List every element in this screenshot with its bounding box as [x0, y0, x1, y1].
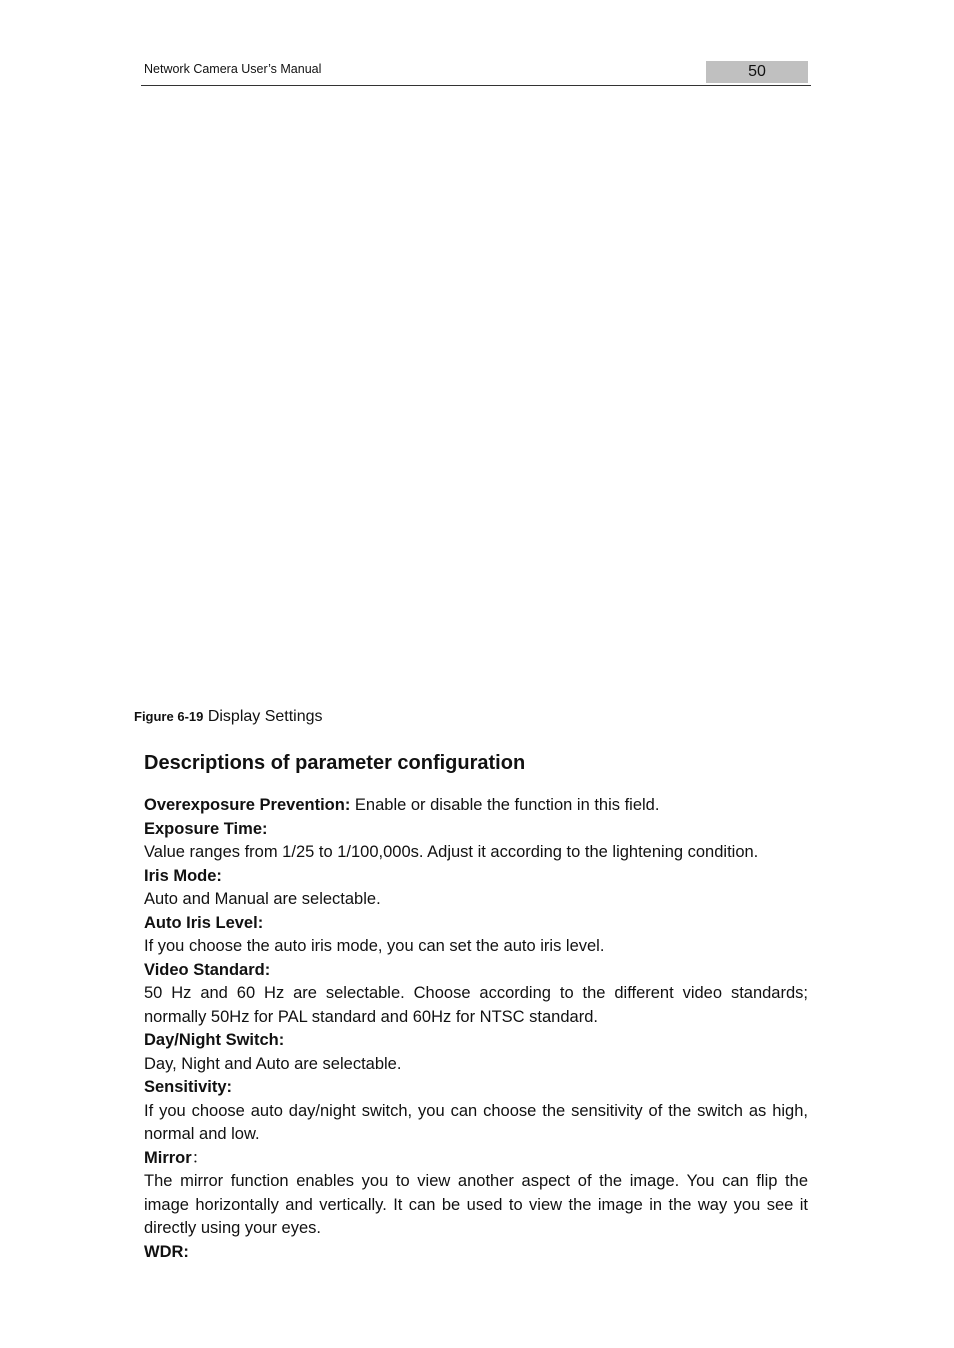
param-description: The mirror function enables you to view another aspect of the image. You can flip the image horizontally and vertically. It can be used to view the image in the way you see it directly using your eyes. — [144, 1172, 808, 1237]
figure-caption — [134, 708, 323, 726]
param-term: WDR: — [144, 1242, 189, 1261]
param-description: 50 Hz and 60 Hz are selectable. Choose according to the different video standards; normally 50Hz for PAL standard and 60Hz for NTSC standard. — [144, 984, 808, 1026]
parameter-descriptions — [144, 794, 808, 1264]
param-description: Day, Night and Auto are selectable. — [144, 1054, 402, 1073]
param-term: Auto Iris Level: — [144, 913, 264, 932]
header-title: Network Camera User’s Manual — [144, 62, 322, 76]
param-term-line — [144, 1147, 808, 1171]
param-term-line — [144, 1241, 808, 1265]
param-term: Exposure Time: — [144, 819, 268, 838]
param-term-line — [144, 1029, 808, 1053]
param-description: If you choose the auto iris mode, you can set the auto iris level. — [144, 937, 605, 955]
param-term-line — [144, 794, 808, 818]
page-number: 50 — [706, 61, 808, 83]
figure-caption-text: Display Settings — [207, 708, 323, 725]
header-rule — [141, 85, 811, 86]
param-description: Auto and Manual are selectable. — [144, 890, 381, 908]
param-term-line — [144, 818, 808, 842]
param-term-line — [144, 865, 808, 889]
param-term: Mirror — [144, 1148, 192, 1167]
param-description: Value ranges from 1/25 to 1/100,000s. Adjust it according to the lightening condition. — [144, 843, 759, 861]
param-term-line — [144, 1076, 808, 1100]
param-term-line — [144, 912, 808, 936]
param-term: Day/Night Switch: — [144, 1031, 285, 1049]
param-term: Iris Mode: — [144, 866, 222, 885]
param-term: Overexposure Prevention: — [144, 796, 351, 814]
param-inline-text: Enable or disable the function in this field. — [350, 796, 660, 814]
section-heading: Descriptions of parameter configuration — [144, 752, 526, 774]
param-term: Sensitivity: — [144, 1078, 233, 1096]
param-description: If you choose auto day/night switch, you can choose the sensitivity of the switch as high, normal and low. — [144, 1101, 808, 1143]
param-inline-text: ： — [191, 1148, 209, 1167]
figure-image-placeholder — [141, 100, 811, 690]
param-term: Video Standard: — [144, 960, 271, 979]
figure-number: Figure 6-19 — [134, 709, 204, 724]
param-term-line — [144, 959, 808, 983]
